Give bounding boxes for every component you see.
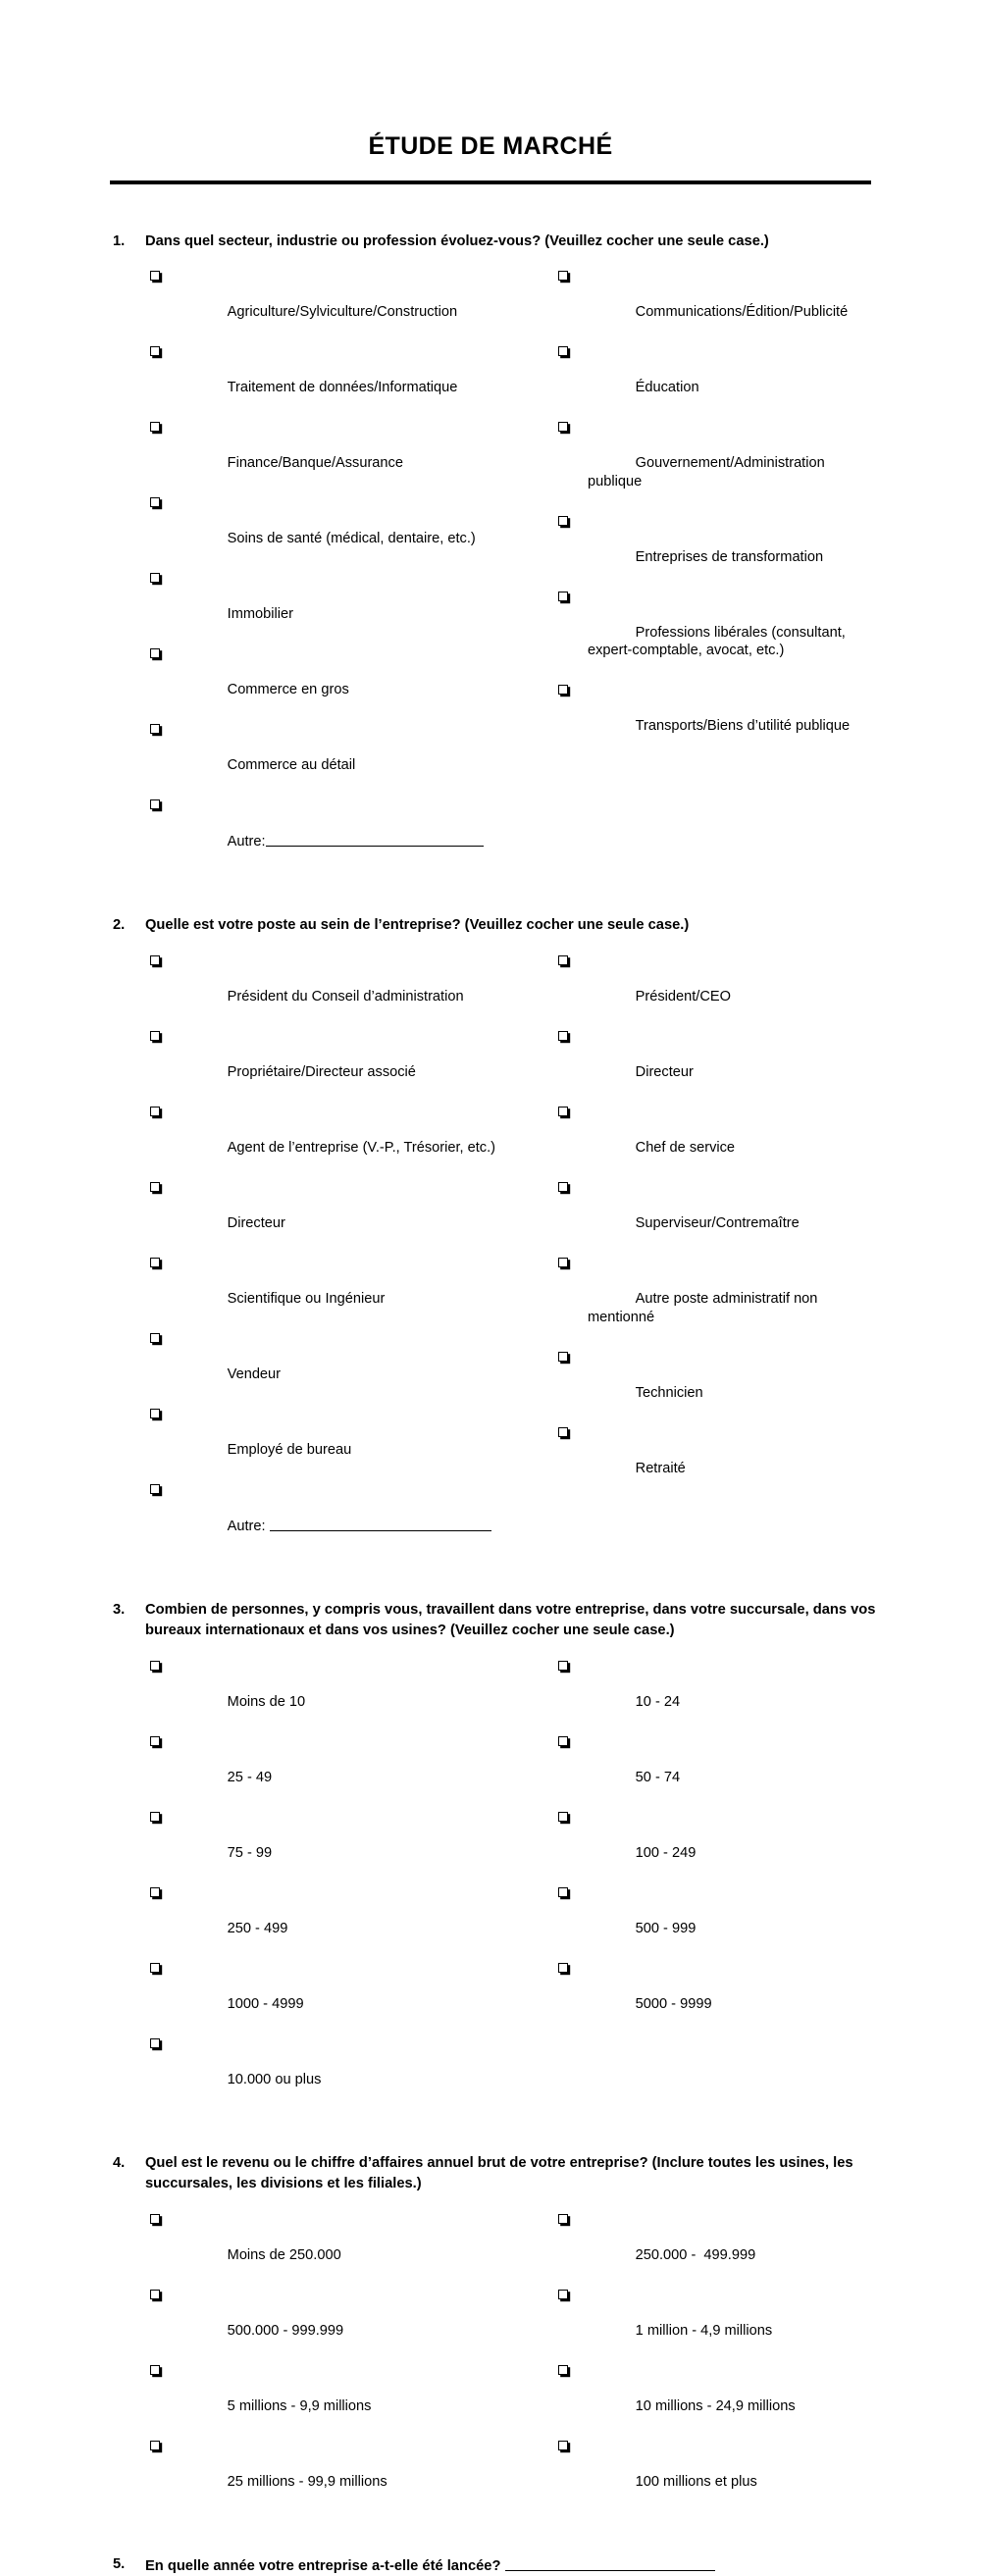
question-2-options xyxy=(113,952,888,1557)
checkbox-icon[interactable] xyxy=(558,1107,568,1116)
checkbox-option[interactable] xyxy=(558,1657,882,1729)
checkbox-option[interactable] xyxy=(150,952,558,1024)
option-label: 500 - 999 xyxy=(635,1920,697,1936)
checkbox-option[interactable] xyxy=(150,418,558,490)
option-label: 5 millions - 9,9 millions xyxy=(227,2397,372,2414)
checkbox-icon[interactable] xyxy=(558,1352,568,1362)
option-label: 10 - 24 xyxy=(635,1693,681,1710)
option-label: Autre: xyxy=(227,1519,270,1535)
option-label: 250 - 499 xyxy=(227,1920,288,1936)
checkbox-icon[interactable] xyxy=(150,955,160,965)
checkbox-option[interactable] xyxy=(150,493,558,566)
checkbox-option[interactable] xyxy=(150,720,558,793)
other-text-field[interactable] xyxy=(270,1517,491,1531)
question-4-heading xyxy=(113,2153,888,2194)
checkbox-icon[interactable] xyxy=(150,573,160,583)
questions-list xyxy=(0,232,981,2576)
option-label: Transports/Biens d’utilité publique xyxy=(635,718,851,735)
question-1-right-column xyxy=(558,267,882,756)
checkbox-option[interactable] xyxy=(150,644,558,717)
checkbox-icon[interactable] xyxy=(558,1736,568,1746)
checkbox-icon[interactable] xyxy=(150,1887,160,1897)
question-2-right-column xyxy=(558,952,882,1498)
option-label: Finance/Banque/Assurance xyxy=(227,455,403,472)
checkbox-icon[interactable] xyxy=(558,346,568,356)
question-4-number: 4. xyxy=(113,2155,126,2171)
checkbox-option[interactable] xyxy=(150,267,558,339)
checkbox-icon[interactable] xyxy=(150,2365,160,2375)
checkbox-option[interactable] xyxy=(150,1732,558,1805)
question-5-number: 5. xyxy=(113,2555,126,2572)
checkbox-option[interactable] xyxy=(558,342,882,415)
checkbox-option[interactable] xyxy=(558,418,882,508)
question-3-number: 3. xyxy=(113,1602,126,1619)
checkbox-option[interactable] xyxy=(558,1732,882,1805)
checkbox-option[interactable] xyxy=(150,2035,558,2107)
option-label: Agent de l’entreprise (V.-P., Trésorier, etc.) xyxy=(227,1140,496,1157)
checkbox-option[interactable] xyxy=(558,1808,882,1880)
checkbox-option[interactable] xyxy=(558,1027,882,1100)
checkbox-icon[interactable] xyxy=(150,1812,160,1822)
checkbox-icon[interactable] xyxy=(150,1258,160,1267)
checkbox-icon[interactable] xyxy=(150,2214,160,2224)
option-label: Superviseur/Contremaître xyxy=(635,1215,800,1232)
checkbox-option[interactable] xyxy=(150,2437,558,2509)
checkbox-option[interactable] xyxy=(150,2286,558,2358)
checkbox-option[interactable] xyxy=(150,1657,558,1729)
checkbox-icon[interactable] xyxy=(150,724,160,734)
option-label: 100 - 249 xyxy=(635,1844,697,1861)
other-text-field[interactable] xyxy=(266,832,484,847)
checkbox-option[interactable] xyxy=(150,2361,558,2434)
checkbox-icon[interactable] xyxy=(558,685,568,695)
question-1-text: Dans quel secteur, industrie ou profession évoluez-vous? (Veuillez cocher une seule case.) xyxy=(145,232,769,249)
checkbox-icon[interactable] xyxy=(150,2441,160,2450)
checkbox-icon[interactable] xyxy=(150,497,160,507)
question-3-text: Combien de personnes, y compris vous, travaillent dans votre entreprise, dans votre succursale, dans vos bureaux internationaux et dans vos usines? (Veuillez cocher une seule case.) xyxy=(145,1602,876,1639)
checkbox-option[interactable] xyxy=(558,512,882,585)
question-2 xyxy=(0,915,981,1557)
checkbox-option[interactable] xyxy=(150,1808,558,1880)
option-label: Directeur xyxy=(227,1215,285,1232)
option-label: Agriculture/Sylviculture/Construction xyxy=(227,304,458,321)
checkbox-icon[interactable] xyxy=(150,1484,160,1494)
option-label: 5000 - 9999 xyxy=(635,1995,712,2012)
checkbox-option[interactable] xyxy=(150,342,558,415)
option-label: 10 millions - 24,9 millions xyxy=(635,2397,796,2414)
option-label: Commerce au détail xyxy=(227,757,356,774)
checkbox-option[interactable] xyxy=(558,1423,882,1496)
checkbox-option[interactable] xyxy=(558,1959,882,2032)
checkbox-option[interactable] xyxy=(558,1883,882,1956)
checkbox-icon[interactable] xyxy=(558,1031,568,1041)
question-5-text: En quelle année votre entreprise a-t-elle été lancée? xyxy=(145,2557,501,2574)
checkbox-option[interactable] xyxy=(150,569,558,642)
checkbox-icon[interactable] xyxy=(150,1963,160,1973)
question-3-left-column xyxy=(150,1657,558,2110)
question-1-options xyxy=(113,267,888,872)
checkbox-option[interactable] xyxy=(558,2210,882,2283)
option-label: Vendeur xyxy=(227,1366,282,1383)
checkbox-icon[interactable] xyxy=(558,1887,568,1897)
checkbox-option[interactable] xyxy=(150,1329,558,1402)
question-2-text: Quelle est votre poste au sein de l’entreprise? (Veuillez cocher une seule case.) xyxy=(145,917,690,934)
checkbox-icon[interactable] xyxy=(150,1182,160,1192)
question-2-number: 2. xyxy=(113,917,126,934)
option-label: 1000 - 4999 xyxy=(227,1995,304,2012)
option-label: Directeur xyxy=(635,1064,694,1081)
question-4-right-column xyxy=(558,2210,882,2512)
option-label: Commerce en gros xyxy=(227,682,349,698)
option-label: 75 - 99 xyxy=(227,1844,273,1861)
question-4-options xyxy=(113,2210,888,2512)
checkbox-option[interactable] xyxy=(150,1027,558,1100)
checkbox-icon[interactable] xyxy=(150,1409,160,1418)
checkbox-option[interactable] xyxy=(150,2210,558,2283)
question-2-heading xyxy=(113,915,888,936)
checkbox-icon[interactable] xyxy=(558,1427,568,1437)
question-1-number: 1. xyxy=(113,232,126,249)
checkbox-icon[interactable] xyxy=(558,2290,568,2299)
question-3 xyxy=(0,1600,981,2110)
title-divider xyxy=(110,180,871,184)
checkbox-option[interactable] xyxy=(558,2361,882,2434)
question-5 xyxy=(0,2555,981,2576)
checkbox-icon[interactable] xyxy=(558,2441,568,2450)
option-label: Autre: xyxy=(227,834,266,850)
option-label: Président/CEO xyxy=(635,989,731,1005)
checkbox-option[interactable] xyxy=(558,952,882,1024)
checkbox-icon[interactable] xyxy=(150,799,160,809)
checkbox-icon[interactable] xyxy=(558,422,568,432)
checkbox-icon[interactable] xyxy=(558,955,568,965)
question-1-heading xyxy=(113,232,888,252)
checkbox-icon[interactable] xyxy=(558,1812,568,1822)
question-2-left-column xyxy=(150,952,558,1557)
question-4 xyxy=(0,2153,981,2512)
checkbox-option[interactable] xyxy=(558,588,882,678)
checkbox-icon[interactable] xyxy=(150,1661,160,1671)
option-label: 50 - 74 xyxy=(635,1769,681,1785)
option-label: Moins de 250.000 xyxy=(227,2246,341,2263)
option-label: 500.000 - 999.999 xyxy=(227,2322,344,2339)
checkbox-option[interactable] xyxy=(150,1959,558,2032)
checkbox-icon[interactable] xyxy=(558,516,568,526)
option-label: Gouvernement/Administration publique xyxy=(588,455,829,489)
option-label: Soins de santé (médical, dentaire, etc.) xyxy=(227,531,476,547)
option-label: 25 - 49 xyxy=(227,1769,273,1785)
checkbox-icon[interactable] xyxy=(150,2290,160,2299)
checkbox-option[interactable] xyxy=(150,1103,558,1175)
option-label: 250.000 - 499.999 xyxy=(635,2246,756,2263)
checkbox-icon[interactable] xyxy=(150,1107,160,1116)
option-label: 10.000 ou plus xyxy=(227,2071,322,2087)
checkbox-icon[interactable] xyxy=(558,592,568,601)
checkbox-icon[interactable] xyxy=(150,271,160,281)
option-label: Scientifique ou Ingénieur xyxy=(227,1291,386,1308)
checkbox-option[interactable] xyxy=(150,1178,558,1251)
option-label: Autre poste administratif non mentionné xyxy=(588,1291,822,1325)
question-1 xyxy=(0,232,981,873)
question-4-left-column xyxy=(150,2210,558,2512)
option-label: Professions libérales (consultant, expert-comptable, avocat, etc.) xyxy=(588,624,850,659)
checkbox-option-other[interactable] xyxy=(150,796,558,869)
checkbox-icon[interactable] xyxy=(558,2365,568,2375)
checkbox-icon[interactable] xyxy=(150,648,160,658)
checkbox-option[interactable] xyxy=(558,1348,882,1420)
question-5-heading xyxy=(113,2555,888,2576)
option-label: Président du Conseil d’administration xyxy=(227,989,464,1005)
option-label: Retraité xyxy=(635,1460,686,1476)
question-1-left-column xyxy=(150,267,558,872)
checkbox-icon[interactable] xyxy=(150,2038,160,2048)
option-label: Technicien xyxy=(635,1384,703,1401)
checkbox-icon[interactable] xyxy=(150,1031,160,1041)
checkbox-icon[interactable] xyxy=(558,271,568,281)
option-label: Communications/Édition/Publicité xyxy=(635,304,849,321)
option-label: Entreprises de transformation xyxy=(635,548,824,565)
option-label: Éducation xyxy=(635,380,699,396)
checkbox-option[interactable] xyxy=(150,1883,558,1956)
checkbox-icon[interactable] xyxy=(150,422,160,432)
checkbox-option[interactable] xyxy=(150,1405,558,1477)
checkbox-icon[interactable] xyxy=(558,1661,568,1671)
question-3-heading xyxy=(113,1600,888,1641)
option-label: 100 millions et plus xyxy=(635,2473,757,2490)
option-label: 25 millions - 99,9 millions xyxy=(227,2473,387,2490)
checkbox-option[interactable] xyxy=(558,1103,882,1175)
checkbox-icon[interactable] xyxy=(558,1963,568,1973)
year-text-field[interactable] xyxy=(505,2555,715,2571)
checkbox-option[interactable] xyxy=(558,267,882,339)
checkbox-icon[interactable] xyxy=(558,1258,568,1267)
checkbox-option-other[interactable] xyxy=(150,1480,558,1554)
checkbox-icon[interactable] xyxy=(558,1182,568,1192)
option-label: Chef de service xyxy=(635,1140,736,1157)
checkbox-option[interactable] xyxy=(558,681,882,753)
checkbox-option[interactable] xyxy=(558,2286,882,2358)
option-label: Employé de bureau xyxy=(227,1442,352,1459)
option-label: 1 million - 4,9 millions xyxy=(635,2322,773,2339)
checkbox-option[interactable] xyxy=(558,2437,882,2509)
checkbox-option[interactable] xyxy=(558,1254,882,1344)
question-3-options xyxy=(113,1657,888,2110)
checkbox-option[interactable] xyxy=(150,1254,558,1326)
question-3-right-column xyxy=(558,1657,882,2035)
option-label: Immobilier xyxy=(227,606,293,623)
option-label: Traitement de données/Informatique xyxy=(227,380,458,396)
option-label: Moins de 10 xyxy=(227,1693,306,1710)
page-title: ÉTUDE DE MARCHÉ xyxy=(368,132,613,160)
checkbox-icon[interactable] xyxy=(558,2214,568,2224)
checkbox-option[interactable] xyxy=(558,1178,882,1251)
checkbox-icon[interactable] xyxy=(150,346,160,356)
checkbox-icon[interactable] xyxy=(150,1333,160,1343)
question-4-text: Quel est le revenu ou le chiffre d’affaires annuel brut de votre entreprise? (Inclure toutes les usines, les succursales, les divisions et les filiales.) xyxy=(145,2155,853,2191)
checkbox-icon[interactable] xyxy=(150,1736,160,1746)
option-label: Propriétaire/Directeur associé xyxy=(227,1064,416,1081)
